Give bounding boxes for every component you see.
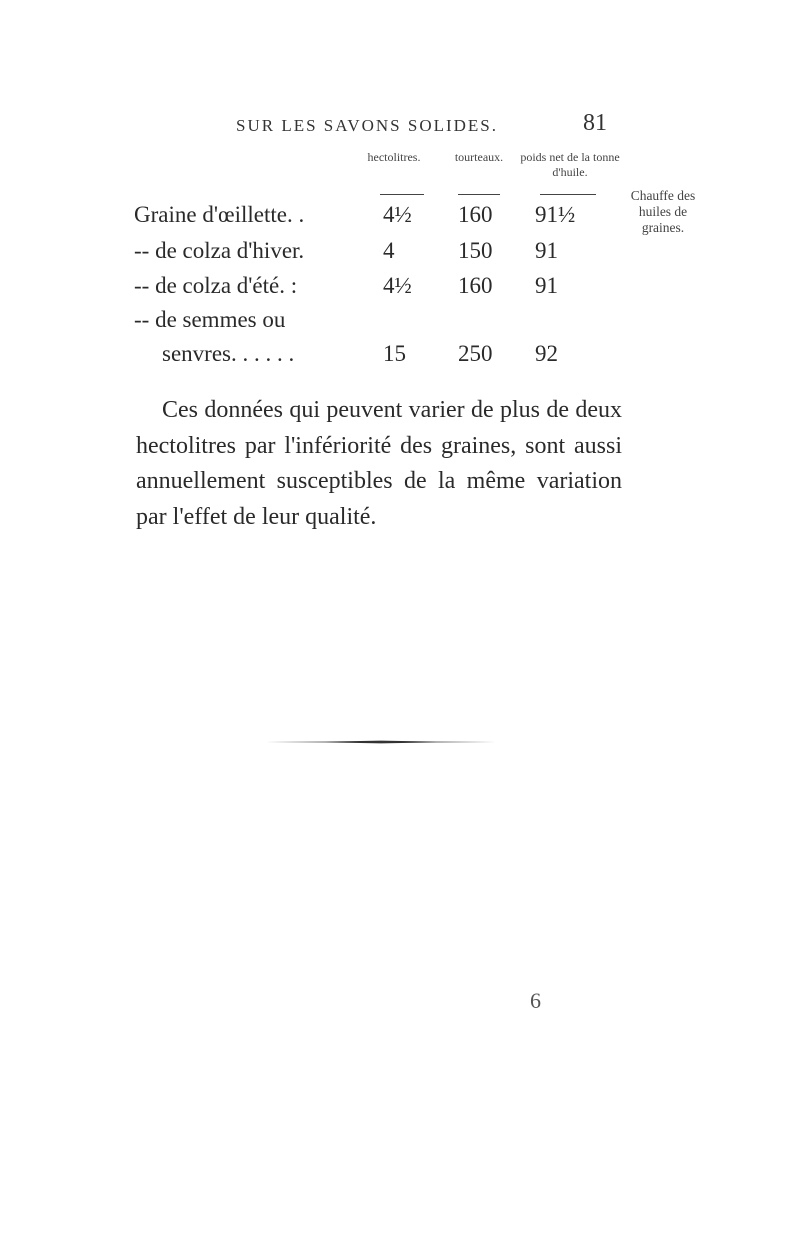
value-hectolitres: 4½ (383, 202, 412, 227)
page-number: 81 (583, 110, 607, 136)
value-tourteaux: 250 (458, 341, 493, 366)
value-hectolitres: 15 (383, 341, 406, 366)
value-poids: 91 (535, 238, 558, 263)
column-rule (540, 194, 596, 195)
value-tourteaux: 150 (458, 238, 493, 263)
value-poids: 91½ (535, 202, 576, 227)
column-rule (458, 194, 500, 195)
row-label: senvres. . . . . . (162, 341, 295, 366)
signature-mark: 6 (530, 988, 541, 1013)
value-tourteaux: 160 (458, 202, 493, 227)
side-note: Chauffe des huiles de graines. (630, 188, 696, 235)
column-rule (380, 194, 424, 195)
body-paragraph: Ces données qui peuvent varier de plus de deux hectolitres par l'infériorité des graines, sont aussi annuellement susceptibles de la même variation par l'effet de leur qualité. (136, 397, 622, 530)
value-poids: 91 (535, 273, 558, 298)
column-header-tourteaux: tourteaux. (454, 150, 504, 164)
ornamental-rule (266, 740, 496, 744)
value-tourteaux: 160 (458, 273, 493, 298)
column-header-hectolitres: hectolitres. (367, 150, 421, 164)
row-label: -- de colza d'été. : (134, 273, 298, 298)
row-label: -- de colza d'hiver. (134, 238, 305, 263)
value-poids: 92 (535, 341, 558, 366)
running-head: SUR LES SAVONS SOLIDES. (236, 116, 499, 135)
value-hectolitres: 4½ (383, 273, 412, 298)
column-header-poids: poids net de la tonne d'huile. (520, 150, 620, 179)
row-label: Graine d'œillette. . (134, 202, 305, 227)
row-label: -- de semmes ou (134, 307, 286, 332)
value-hectolitres: 4 (383, 238, 395, 263)
